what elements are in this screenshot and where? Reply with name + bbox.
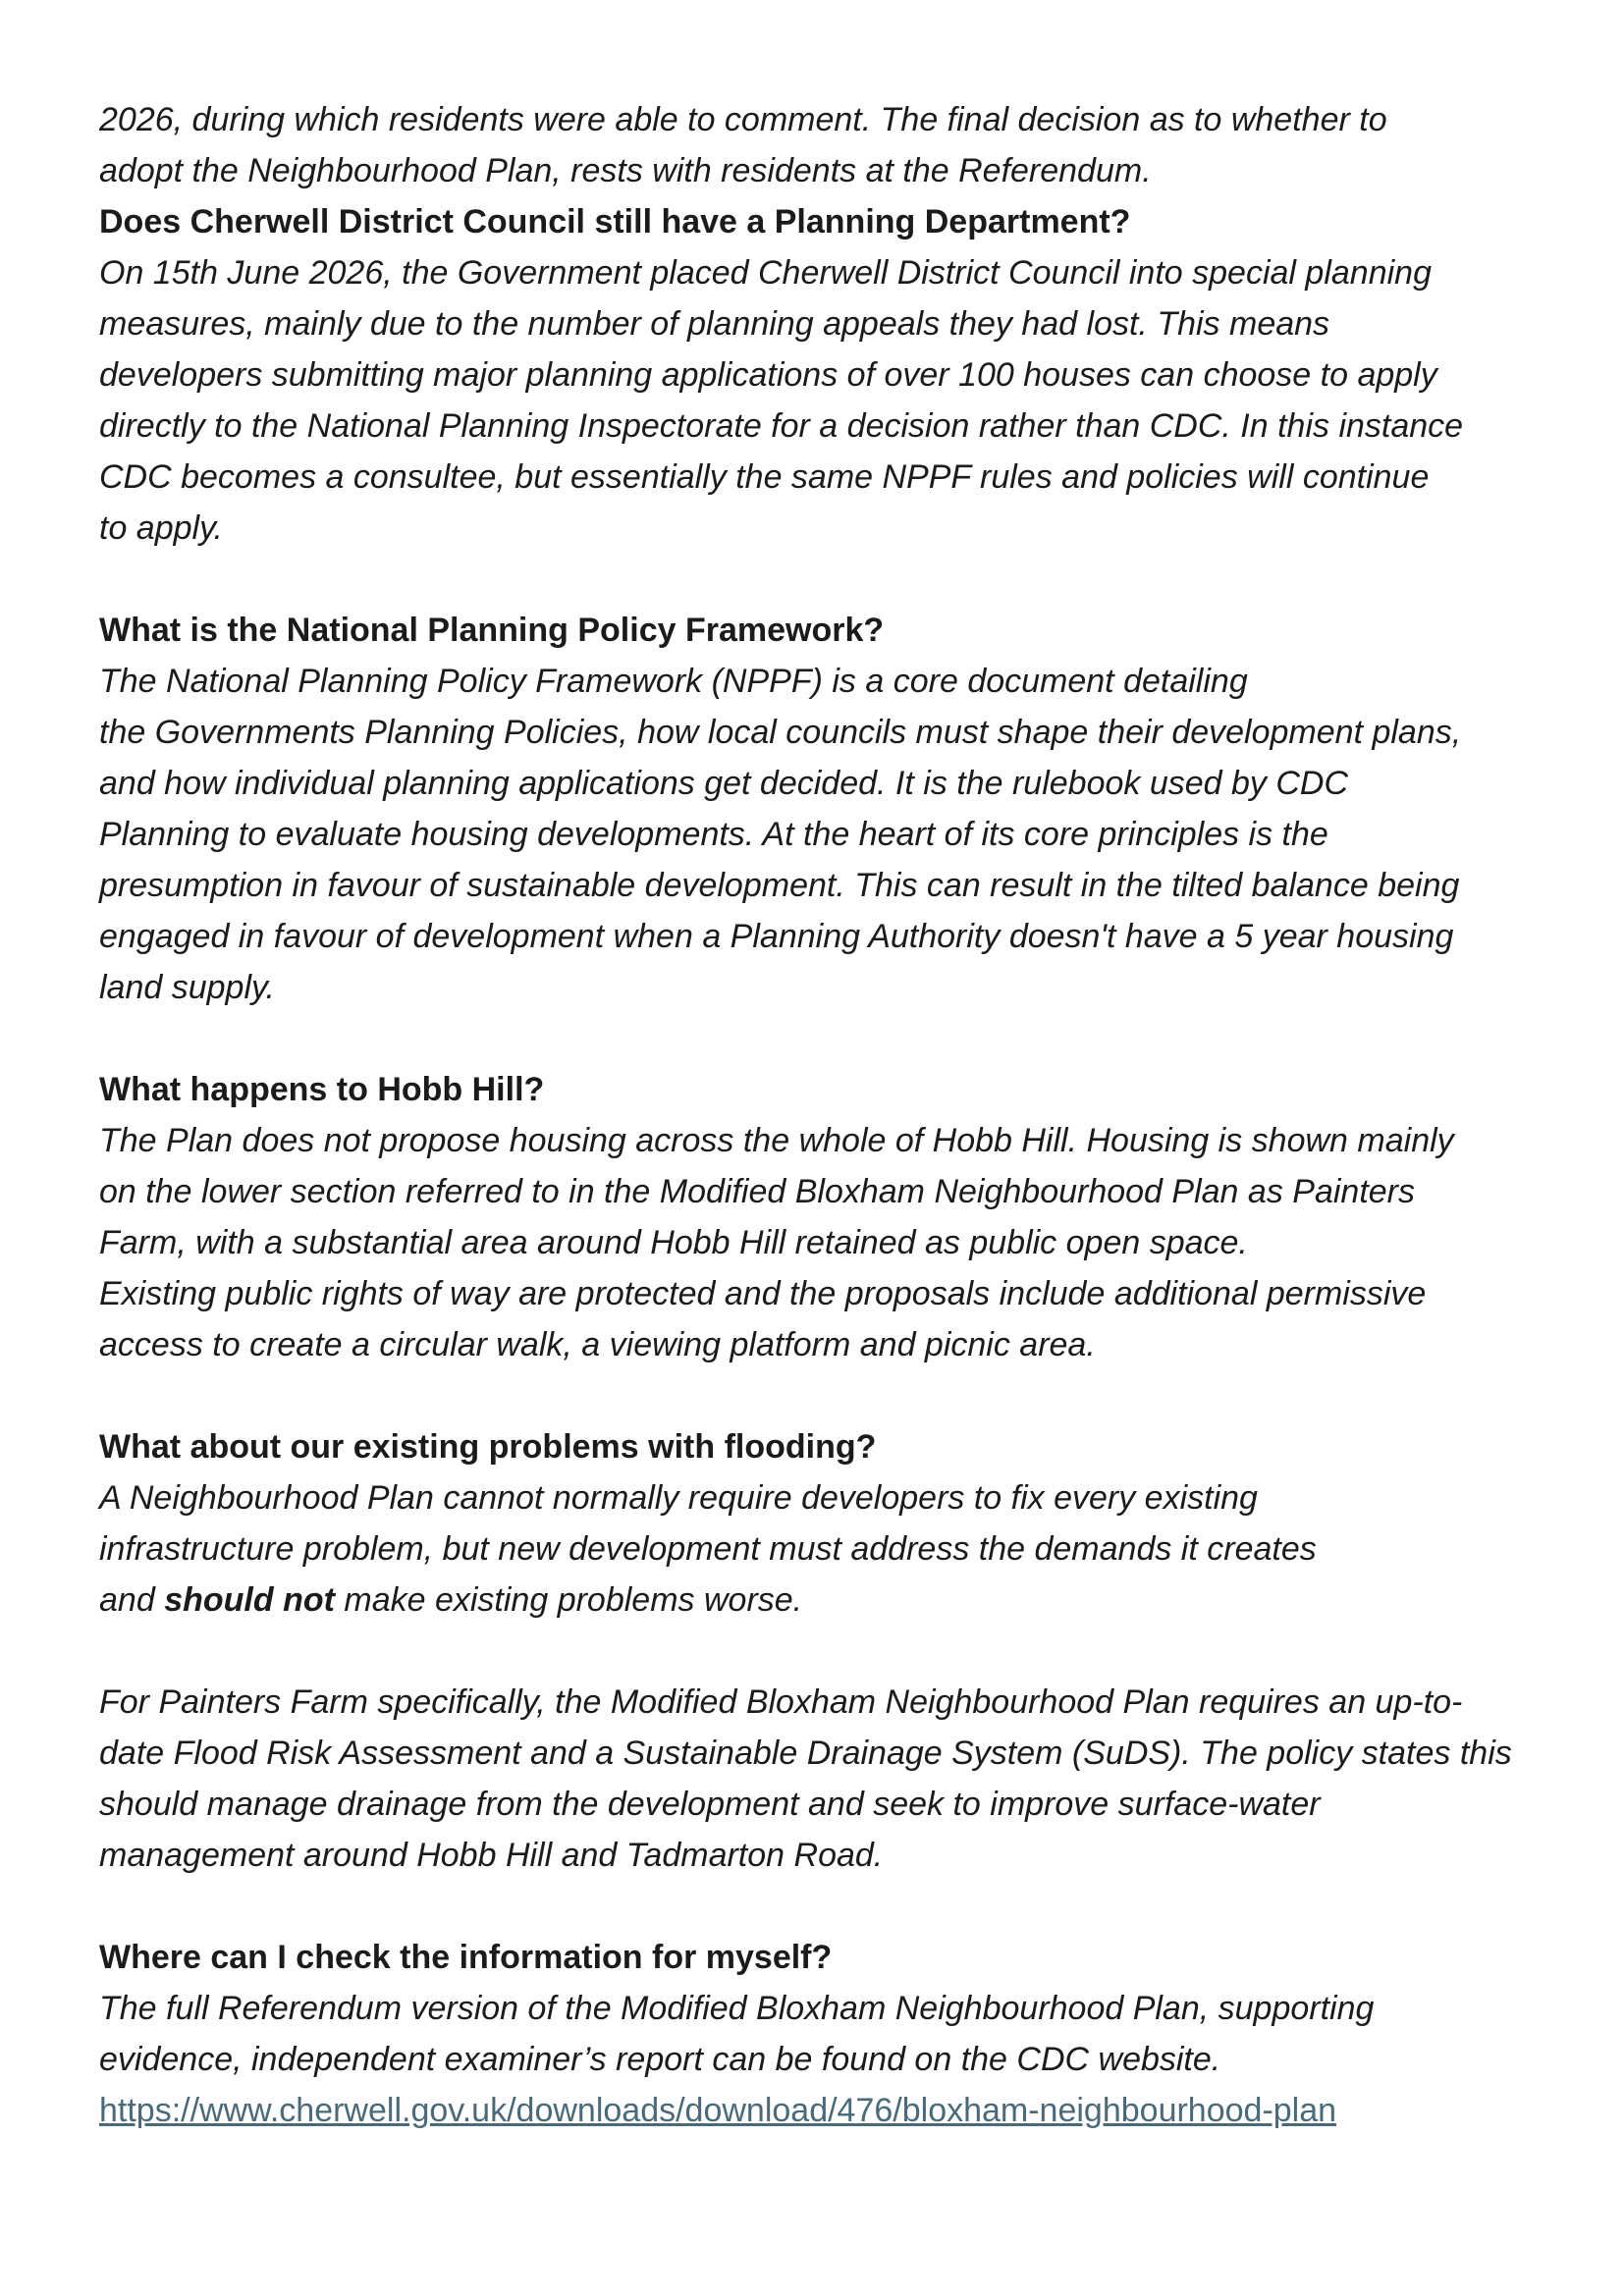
text-line: A Neighbourhood Plan cannot normally require developers to fix every existing	[99, 1479, 1258, 1517]
faq-nppf	[99, 605, 1552, 1013]
faq-answer	[99, 1472, 1552, 1881]
document-page	[99, 94, 1552, 2187]
faq-hobb-hill	[99, 1064, 1552, 1370]
text-line: should manage drainage from the development and seek to improve surface-water	[99, 1786, 1321, 1823]
text-run: make existing problems worse.	[334, 1581, 803, 1619]
text-line: For Painters Farm specifically, the Modified Bloxham Neighbourhood Plan requires an up-to-	[99, 1683, 1463, 1721]
text-line: land supply.	[99, 969, 275, 1006]
faq-answer	[99, 1115, 1552, 1370]
text-line: 2026, during which residents were able to comment. The final decision as to whether to	[99, 101, 1387, 138]
faq-question: What happens to Hobb Hill?	[99, 1071, 545, 1108]
faq-flooding	[99, 1421, 1552, 1881]
text-line: evidence, independent examiner’s report can be found on the CDC website.	[99, 2041, 1221, 2078]
faq-check-information	[99, 1932, 1552, 2136]
text-line: presumption in favour of sustainable development. This can result in the tilted balance being	[99, 867, 1460, 904]
text-line: engaged in favour of development when a Planning Authority doesn't have a 5 year housing	[99, 918, 1454, 955]
text-line: measures, mainly due to the number of planning appeals they had lost. This means	[99, 305, 1330, 343]
faq-answer	[99, 1983, 1552, 2136]
text-line: adopt the Neighbourhood Plan, rests with residents at the Referendum.	[99, 152, 1152, 189]
text-line: On 15th June 2026, the Government placed Cherwell District Council into special planning	[99, 254, 1432, 292]
text-line	[99, 1575, 1552, 1626]
emphasis-should-not: should not	[164, 1581, 335, 1619]
text-line: Planning to evaluate housing developments. At the heart of its core principles is the	[99, 816, 1328, 853]
faq-question: Where can I check the information for myself?	[99, 1939, 833, 1976]
text-line: Existing public rights of way are protected and the proposals include additional permissive	[99, 1275, 1427, 1312]
text-line: on the lower section referred to in the Modified Bloxham Neighbourhood Plan as Painters	[99, 1173, 1415, 1210]
faq-question: What about our existing problems with flooding?	[99, 1428, 877, 1466]
intro-paragraph	[99, 94, 1552, 196]
text-line: developers submitting major planning applications of over 100 houses can choose to apply	[99, 356, 1437, 394]
text-line: The National Planning Policy Framework (NPPF) is a core document detailing	[99, 663, 1248, 700]
faq-answer	[99, 656, 1552, 1013]
text-line: the Governments Planning Policies, how local councils must shape their development plans,	[99, 714, 1462, 751]
text-line: directly to the National Planning Inspectorate for a decision rather than CDC. In this instance	[99, 407, 1464, 445]
faq-answer	[99, 247, 1552, 554]
text-line: Farm, with a substantial area around Hobb Hill retained as public open space.	[99, 1224, 1248, 1261]
text-line: and how individual planning applications get decided. It is the rulebook used by CDC	[99, 765, 1349, 802]
text-line: CDC becomes a consultee, but essentially the same NPPF rules and policies will continue	[99, 458, 1430, 496]
text-line: infrastructure problem, but new development must address the demands it creates	[99, 1530, 1317, 1568]
text-line: management around Hobb Hill and Tadmarton Road.	[99, 1837, 884, 1874]
faq-question: What is the National Planning Policy Framework?	[99, 612, 885, 649]
text-line: The Plan does not propose housing across the whole of Hobb Hill. Housing is shown mainly	[99, 1122, 1454, 1159]
text-line: access to create a circular walk, a viewing platform and picnic area.	[99, 1326, 1096, 1363]
text-line: to apply.	[99, 509, 224, 547]
text-line: The full Referendum version of the Modified Bloxham Neighbourhood Plan, supporting	[99, 1990, 1375, 2027]
text-line: date Flood Risk Assessment and a Sustainable Drainage System (SuDS). The policy states this	[99, 1735, 1512, 1772]
text-run: and	[99, 1581, 165, 1619]
cdc-neighbourhood-plan-link[interactable]: https://www.cherwell.gov.uk/downloads/download/476/bloxham-neighbourhood-plan	[99, 2092, 1337, 2129]
faq-planning-department	[99, 196, 1552, 554]
faq-question: Does Cherwell District Council still have a Planning Department?	[99, 203, 1131, 240]
